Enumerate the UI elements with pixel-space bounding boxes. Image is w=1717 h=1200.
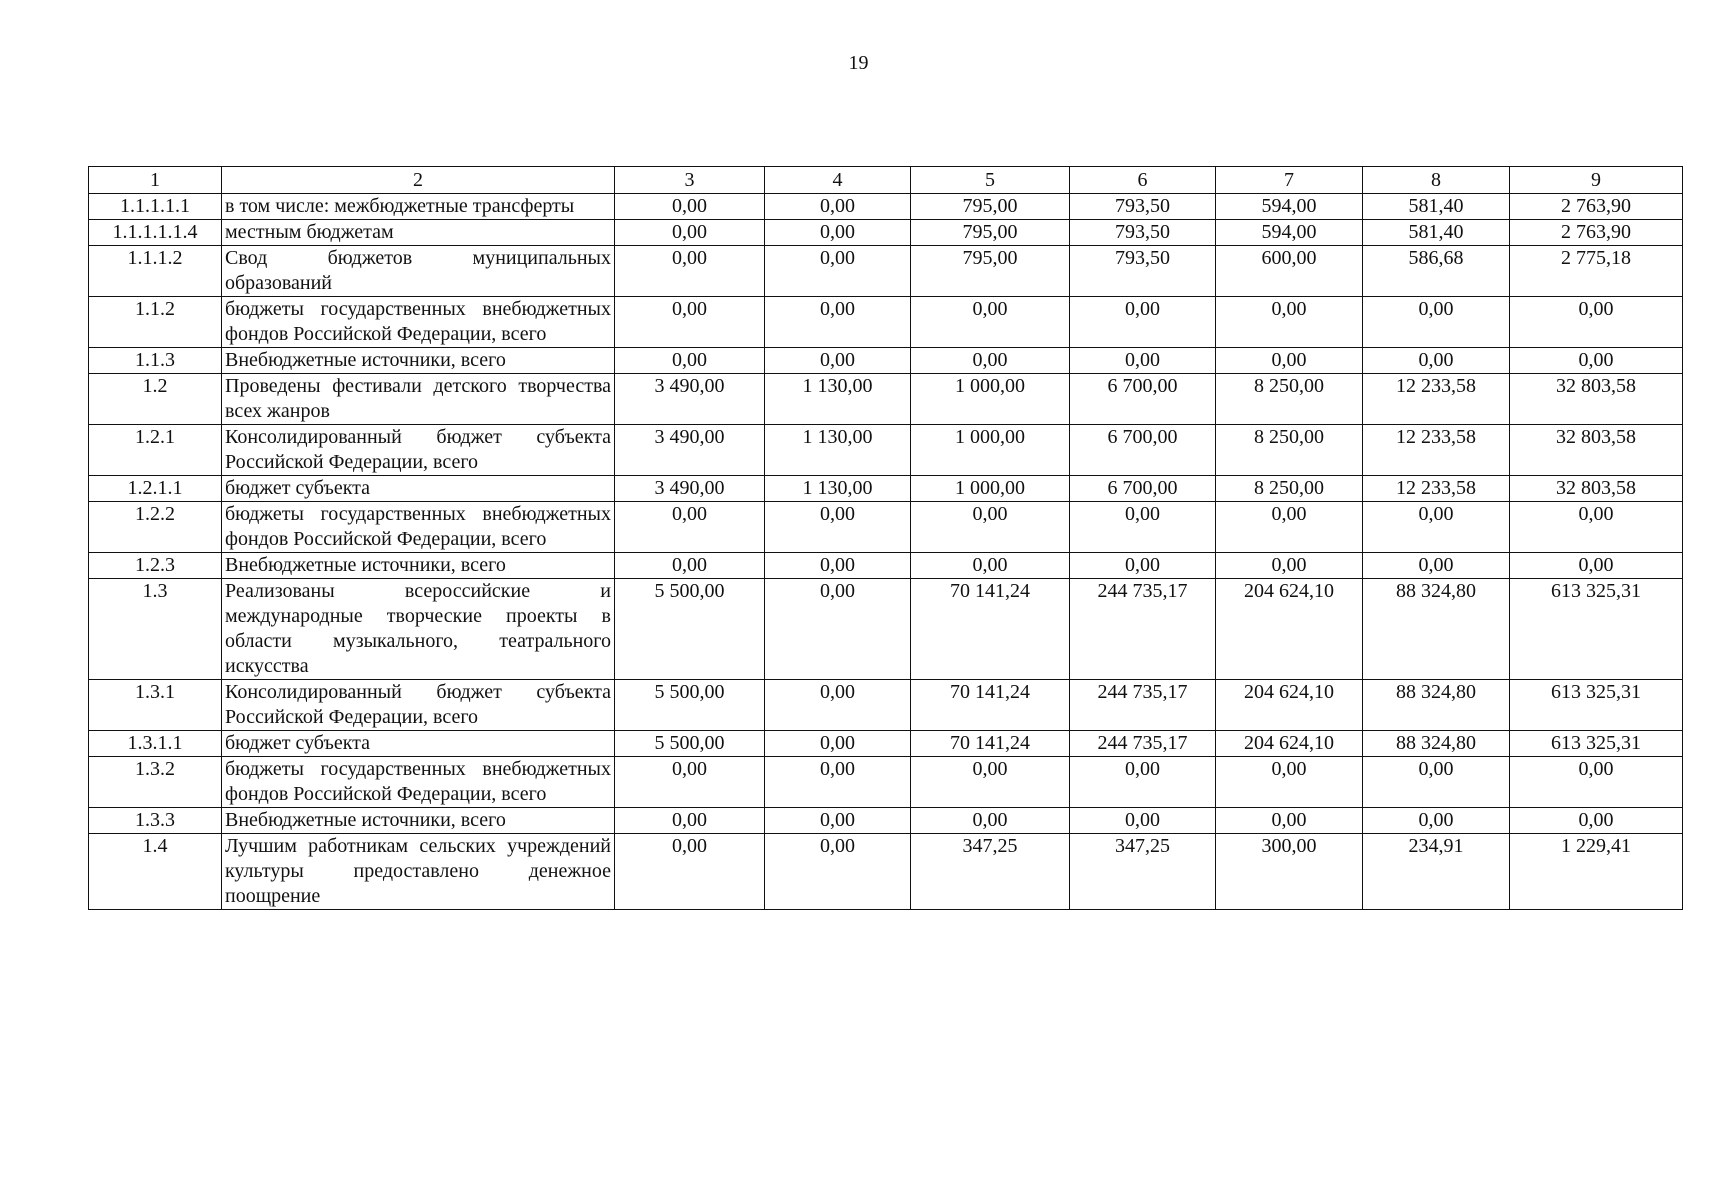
row-value-col-5: 0,00 bbox=[911, 808, 1070, 834]
row-value-col-8: 0,00 bbox=[1363, 348, 1510, 374]
column-header: 2 bbox=[222, 167, 615, 194]
row-value-col-3: 5 500,00 bbox=[615, 680, 765, 731]
row-value-col-9: 0,00 bbox=[1510, 348, 1683, 374]
row-value-col-9: 2 763,90 bbox=[1510, 194, 1683, 220]
row-value-col-3: 0,00 bbox=[615, 553, 765, 579]
row-value-col-5: 347,25 bbox=[911, 834, 1070, 910]
row-value-col-6: 0,00 bbox=[1070, 808, 1216, 834]
row-code: 1.2 bbox=[89, 374, 222, 425]
row-value-col-6: 6 700,00 bbox=[1070, 374, 1216, 425]
budget-table-container bbox=[88, 166, 1682, 910]
row-code: 1.3.3 bbox=[89, 808, 222, 834]
row-value-col-3: 5 500,00 bbox=[615, 731, 765, 757]
row-value-col-3: 0,00 bbox=[615, 246, 765, 297]
row-description: Внебюджетные источники, всего bbox=[222, 348, 615, 374]
row-description: Внебюджетные источники, всего bbox=[222, 553, 615, 579]
row-value-col-8: 586,68 bbox=[1363, 246, 1510, 297]
row-value-col-4: 0,00 bbox=[765, 220, 911, 246]
row-value-col-3: 3 490,00 bbox=[615, 476, 765, 502]
row-value-col-4: 1 130,00 bbox=[765, 374, 911, 425]
table-row bbox=[89, 579, 1683, 680]
row-value-col-5: 1 000,00 bbox=[911, 374, 1070, 425]
row-code: 1.3.1.1 bbox=[89, 731, 222, 757]
row-value-col-7: 204 624,10 bbox=[1216, 579, 1363, 680]
row-value-col-9: 32 803,58 bbox=[1510, 476, 1683, 502]
table-row bbox=[89, 731, 1683, 757]
row-description: Консолидированный бюджет субъекта Российской Федерации, всего bbox=[222, 680, 615, 731]
row-code: 1.1.1.1.1 bbox=[89, 194, 222, 220]
row-value-col-8: 0,00 bbox=[1363, 297, 1510, 348]
column-header: 5 bbox=[911, 167, 1070, 194]
row-value-col-7: 300,00 bbox=[1216, 834, 1363, 910]
row-value-col-5: 1 000,00 bbox=[911, 425, 1070, 476]
row-value-col-4: 0,00 bbox=[765, 553, 911, 579]
row-value-col-5: 795,00 bbox=[911, 246, 1070, 297]
column-header: 4 bbox=[765, 167, 911, 194]
row-value-col-4: 0,00 bbox=[765, 348, 911, 374]
table-body bbox=[89, 194, 1683, 910]
row-value-col-3: 3 490,00 bbox=[615, 374, 765, 425]
row-code: 1.2.3 bbox=[89, 553, 222, 579]
column-header: 8 bbox=[1363, 167, 1510, 194]
row-code: 1.2.1.1 bbox=[89, 476, 222, 502]
row-value-col-9: 2 775,18 bbox=[1510, 246, 1683, 297]
table-row bbox=[89, 757, 1683, 808]
row-value-col-8: 0,00 bbox=[1363, 757, 1510, 808]
row-value-col-4: 1 130,00 bbox=[765, 476, 911, 502]
column-header: 7 bbox=[1216, 167, 1363, 194]
row-value-col-5: 1 000,00 bbox=[911, 476, 1070, 502]
row-code: 1.1.1.2 bbox=[89, 246, 222, 297]
table-row bbox=[89, 220, 1683, 246]
row-value-col-9: 32 803,58 bbox=[1510, 374, 1683, 425]
row-value-col-4: 0,00 bbox=[765, 194, 911, 220]
row-value-col-9: 0,00 bbox=[1510, 757, 1683, 808]
row-value-col-3: 0,00 bbox=[615, 348, 765, 374]
row-value-col-5: 0,00 bbox=[911, 553, 1070, 579]
row-value-col-5: 795,00 bbox=[911, 220, 1070, 246]
table-row bbox=[89, 680, 1683, 731]
row-description: Консолидированный бюджет субъекта Российской Федерации, всего bbox=[222, 425, 615, 476]
row-value-col-7: 204 624,10 bbox=[1216, 731, 1363, 757]
row-value-col-7: 594,00 bbox=[1216, 194, 1363, 220]
row-value-col-6: 793,50 bbox=[1070, 194, 1216, 220]
row-value-col-4: 0,00 bbox=[765, 808, 911, 834]
row-value-col-7: 0,00 bbox=[1216, 553, 1363, 579]
row-description: местным бюджетам bbox=[222, 220, 615, 246]
row-value-col-6: 347,25 bbox=[1070, 834, 1216, 910]
table-row bbox=[89, 425, 1683, 476]
row-value-col-5: 70 141,24 bbox=[911, 680, 1070, 731]
row-value-col-4: 0,00 bbox=[765, 757, 911, 808]
row-description: Внебюджетные источники, всего bbox=[222, 808, 615, 834]
row-value-col-6: 793,50 bbox=[1070, 246, 1216, 297]
row-value-col-5: 795,00 bbox=[911, 194, 1070, 220]
row-value-col-4: 0,00 bbox=[765, 297, 911, 348]
table-header bbox=[89, 167, 1683, 194]
row-code: 1.1.1.1.1.4 bbox=[89, 220, 222, 246]
row-value-col-8: 0,00 bbox=[1363, 502, 1510, 553]
row-code: 1.2.1 bbox=[89, 425, 222, 476]
row-description: бюджеты государственных внебюджетных фондов Российской Федерации, всего bbox=[222, 297, 615, 348]
row-value-col-3: 0,00 bbox=[615, 502, 765, 553]
table-row bbox=[89, 834, 1683, 910]
row-value-col-7: 204 624,10 bbox=[1216, 680, 1363, 731]
row-value-col-4: 0,00 bbox=[765, 731, 911, 757]
row-value-col-6: 6 700,00 bbox=[1070, 476, 1216, 502]
row-value-col-8: 581,40 bbox=[1363, 220, 1510, 246]
row-value-col-7: 8 250,00 bbox=[1216, 476, 1363, 502]
row-value-col-9: 32 803,58 bbox=[1510, 425, 1683, 476]
row-value-col-3: 0,00 bbox=[615, 757, 765, 808]
row-value-col-4: 1 130,00 bbox=[765, 425, 911, 476]
row-value-col-8: 88 324,80 bbox=[1363, 680, 1510, 731]
row-value-col-4: 0,00 bbox=[765, 680, 911, 731]
row-value-col-7: 594,00 bbox=[1216, 220, 1363, 246]
row-value-col-8: 581,40 bbox=[1363, 194, 1510, 220]
row-value-col-3: 0,00 bbox=[615, 194, 765, 220]
table-row bbox=[89, 476, 1683, 502]
row-code: 1.3.1 bbox=[89, 680, 222, 731]
row-value-col-6: 793,50 bbox=[1070, 220, 1216, 246]
table-row bbox=[89, 374, 1683, 425]
row-value-col-8: 0,00 bbox=[1363, 808, 1510, 834]
row-description: бюджеты государственных внебюджетных фондов Российской Федерации, всего bbox=[222, 757, 615, 808]
row-description: бюджеты государственных внебюджетных фондов Российской Федерации, всего bbox=[222, 502, 615, 553]
row-value-col-3: 5 500,00 bbox=[615, 579, 765, 680]
row-code: 1.3.2 bbox=[89, 757, 222, 808]
row-value-col-8: 88 324,80 bbox=[1363, 731, 1510, 757]
table-row bbox=[89, 808, 1683, 834]
row-value-col-9: 0,00 bbox=[1510, 502, 1683, 553]
row-value-col-3: 0,00 bbox=[615, 808, 765, 834]
row-value-col-8: 234,91 bbox=[1363, 834, 1510, 910]
row-value-col-6: 0,00 bbox=[1070, 297, 1216, 348]
row-value-col-3: 0,00 bbox=[615, 220, 765, 246]
budget-table bbox=[88, 166, 1683, 910]
row-value-col-7: 600,00 bbox=[1216, 246, 1363, 297]
row-value-col-7: 0,00 bbox=[1216, 502, 1363, 553]
row-value-col-7: 0,00 bbox=[1216, 297, 1363, 348]
row-description: бюджет субъекта bbox=[222, 476, 615, 502]
row-value-col-4: 0,00 bbox=[765, 502, 911, 553]
row-value-col-5: 70 141,24 bbox=[911, 579, 1070, 680]
table-row bbox=[89, 553, 1683, 579]
row-value-col-9: 2 763,90 bbox=[1510, 220, 1683, 246]
row-value-col-8: 88 324,80 bbox=[1363, 579, 1510, 680]
row-value-col-3: 3 490,00 bbox=[615, 425, 765, 476]
row-code: 1.4 bbox=[89, 834, 222, 910]
column-header: 9 bbox=[1510, 167, 1683, 194]
row-value-col-5: 0,00 bbox=[911, 502, 1070, 553]
row-description: Проведены фестивали детского творчества всех жанров bbox=[222, 374, 615, 425]
row-value-col-6: 0,00 bbox=[1070, 348, 1216, 374]
row-description: бюджет субъекта bbox=[222, 731, 615, 757]
row-value-col-3: 0,00 bbox=[615, 834, 765, 910]
row-value-col-9: 0,00 bbox=[1510, 553, 1683, 579]
row-description: в том числе: межбюджетные трансферты bbox=[222, 194, 615, 220]
table-row bbox=[89, 246, 1683, 297]
table-row bbox=[89, 194, 1683, 220]
row-value-col-9: 1 229,41 bbox=[1510, 834, 1683, 910]
row-value-col-7: 8 250,00 bbox=[1216, 425, 1363, 476]
row-value-col-9: 613 325,31 bbox=[1510, 680, 1683, 731]
row-value-col-6: 6 700,00 bbox=[1070, 425, 1216, 476]
row-value-col-5: 0,00 bbox=[911, 297, 1070, 348]
row-value-col-6: 244 735,17 bbox=[1070, 731, 1216, 757]
row-value-col-9: 613 325,31 bbox=[1510, 731, 1683, 757]
row-value-col-5: 70 141,24 bbox=[911, 731, 1070, 757]
row-value-col-8: 12 233,58 bbox=[1363, 425, 1510, 476]
table-row bbox=[89, 502, 1683, 553]
row-value-col-9: 613 325,31 bbox=[1510, 579, 1683, 680]
column-header: 1 bbox=[89, 167, 222, 194]
row-value-col-8: 12 233,58 bbox=[1363, 374, 1510, 425]
row-description: Свод бюджетов муниципальных образований bbox=[222, 246, 615, 297]
row-value-col-9: 0,00 bbox=[1510, 297, 1683, 348]
row-value-col-4: 0,00 bbox=[765, 834, 911, 910]
row-description: Лучшим работникам сельских учреждений культуры предоставлено денежное поощрение bbox=[222, 834, 615, 910]
row-value-col-3: 0,00 bbox=[615, 297, 765, 348]
row-value-col-6: 0,00 bbox=[1070, 502, 1216, 553]
row-code: 1.1.3 bbox=[89, 348, 222, 374]
row-description: Реализованы всероссийские и международные творческие проекты в области музыкального, театрального искусства bbox=[222, 579, 615, 680]
header-row bbox=[89, 167, 1683, 194]
row-value-col-8: 0,00 bbox=[1363, 553, 1510, 579]
row-value-col-7: 8 250,00 bbox=[1216, 374, 1363, 425]
row-value-col-6: 244 735,17 bbox=[1070, 579, 1216, 680]
row-value-col-8: 12 233,58 bbox=[1363, 476, 1510, 502]
row-code: 1.1.2 bbox=[89, 297, 222, 348]
row-value-col-9: 0,00 bbox=[1510, 808, 1683, 834]
column-header: 6 bbox=[1070, 167, 1216, 194]
column-header: 3 bbox=[615, 167, 765, 194]
row-code: 1.3 bbox=[89, 579, 222, 680]
page-number: 19 bbox=[848, 52, 869, 74]
row-value-col-6: 0,00 bbox=[1070, 553, 1216, 579]
row-value-col-4: 0,00 bbox=[765, 579, 911, 680]
row-value-col-6: 0,00 bbox=[1070, 757, 1216, 808]
row-value-col-7: 0,00 bbox=[1216, 757, 1363, 808]
row-value-col-4: 0,00 bbox=[765, 246, 911, 297]
row-value-col-5: 0,00 bbox=[911, 757, 1070, 808]
row-value-col-7: 0,00 bbox=[1216, 808, 1363, 834]
row-code: 1.2.2 bbox=[89, 502, 222, 553]
table-row bbox=[89, 297, 1683, 348]
row-value-col-5: 0,00 bbox=[911, 348, 1070, 374]
row-value-col-6: 244 735,17 bbox=[1070, 680, 1216, 731]
table-row bbox=[89, 348, 1683, 374]
row-value-col-7: 0,00 bbox=[1216, 348, 1363, 374]
